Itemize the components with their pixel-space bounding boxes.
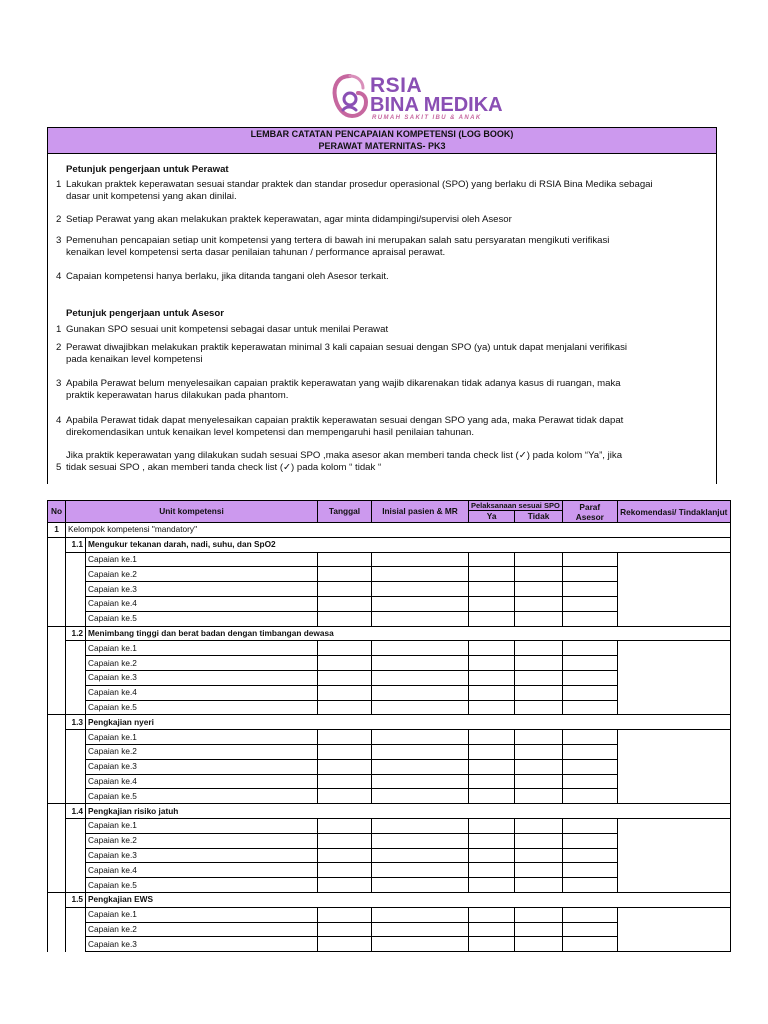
capaian-label: Capaian ke.1 <box>86 907 318 922</box>
perawat-instruction-2: 2 Setiap Perawat yang akan melakukan praktek keperawatan, agar minta didampingi/supervisi oleh Asesor <box>56 214 512 225</box>
ya-cell[interactable] <box>469 582 515 597</box>
row-blank <box>48 700 66 715</box>
row-blank <box>48 730 66 745</box>
inisial-cell[interactable] <box>372 582 469 597</box>
capaian-label: Capaian ke.4 <box>86 863 318 878</box>
ya-cell[interactable] <box>469 937 515 952</box>
tanggal-cell[interactable] <box>318 596 372 611</box>
ya-cell[interactable] <box>469 656 515 671</box>
ya-cell[interactable] <box>469 818 515 833</box>
row-blank <box>66 789 86 804</box>
inisial-cell[interactable] <box>372 670 469 685</box>
tanggal-cell[interactable] <box>318 922 372 937</box>
paraf-cell[interactable] <box>562 656 617 671</box>
row-blank <box>48 744 66 759</box>
unit-title: Pengkajian EWS <box>86 892 731 907</box>
tanggal-cell[interactable] <box>318 907 372 922</box>
row-blank <box>66 833 86 848</box>
ya-cell[interactable] <box>469 848 515 863</box>
row-blank <box>66 582 86 597</box>
competency-table-body <box>48 523 731 952</box>
col-header-tidak: Tidak <box>515 511 563 523</box>
tidak-cell[interactable] <box>515 582 563 597</box>
capaian-label: Capaian ke.3 <box>86 848 318 863</box>
row-blank <box>66 848 86 863</box>
row-blank <box>48 892 66 907</box>
paraf-cell[interactable] <box>562 552 617 567</box>
row-blank <box>66 937 86 952</box>
logo-line2: BINA MEDIKA <box>370 94 503 116</box>
table-row <box>48 641 731 656</box>
paraf-cell[interactable] <box>562 774 617 789</box>
capaian-label: Capaian ke.5 <box>86 611 318 626</box>
unit-row <box>48 892 731 907</box>
col-header-tanggal: Tanggal <box>318 501 372 523</box>
col-header-no: No <box>48 501 66 523</box>
tidak-cell[interactable] <box>515 700 563 715</box>
tidak-cell[interactable] <box>515 730 563 745</box>
inisial-cell[interactable] <box>372 848 469 863</box>
tidak-cell[interactable] <box>515 937 563 952</box>
asesor-instruction-2: 2 Perawat diwajibkan melakukan praktik keperawatan minimal 3 kali capaian sesuai dengan SPO (ya) untuk dapat menjalani verifikasi pada kenaikan level kompetensi <box>56 342 627 365</box>
paraf-cell[interactable] <box>562 818 617 833</box>
paraf-cell[interactable] <box>562 611 617 626</box>
capaian-label: Capaian ke.2 <box>86 744 318 759</box>
group-number: 1 <box>48 523 66 538</box>
row-blank <box>48 818 66 833</box>
capaian-label: Capaian ke.3 <box>86 759 318 774</box>
inisial-cell[interactable] <box>372 759 469 774</box>
asesor-instruction-1: 1 Gunakan SPO sesuai unit kompetensi sebagai dasar untuk menilai Perawat <box>56 324 389 335</box>
paraf-cell[interactable] <box>562 922 617 937</box>
paraf-cell[interactable] <box>562 848 617 863</box>
row-blank <box>48 848 66 863</box>
capaian-label: Capaian ke.5 <box>86 700 318 715</box>
rekomendasi-cell[interactable] <box>617 552 730 626</box>
row-blank <box>48 611 66 626</box>
col-header-pelaksanaan: Pelaksanaan sesuai SPO <box>469 501 563 511</box>
ya-cell[interactable] <box>469 611 515 626</box>
row-blank <box>48 537 66 552</box>
tanggal-cell[interactable] <box>318 774 372 789</box>
table-row <box>48 907 731 922</box>
capaian-label: Capaian ke.2 <box>86 567 318 582</box>
row-blank <box>48 656 66 671</box>
asesor-instruction-3: 3 Apabila Perawat belum menyelesaikan capaian praktik keperawatan yang wajib dikarenakan tidak adanya kasus di ruangan, maka praktik keperawatan harus dilakukan pada phantom. <box>56 378 621 401</box>
row-blank <box>48 641 66 656</box>
col-header-rekomendasi: Rekomendasi/ Tindaklanjut <box>617 501 730 523</box>
row-blank <box>48 922 66 937</box>
inisial-cell[interactable] <box>372 552 469 567</box>
row-blank <box>66 567 86 582</box>
ya-cell[interactable] <box>469 922 515 937</box>
capaian-label: Capaian ke.1 <box>86 552 318 567</box>
tanggal-cell[interactable] <box>318 641 372 656</box>
capaian-label: Capaian ke.2 <box>86 922 318 937</box>
tidak-cell[interactable] <box>515 552 563 567</box>
tidak-cell[interactable] <box>515 759 563 774</box>
capaian-label: Capaian ke.4 <box>86 596 318 611</box>
tidak-cell[interactable] <box>515 848 563 863</box>
logo-line1: RSIA <box>370 74 423 97</box>
capaian-label: Capaian ke.5 <box>86 789 318 804</box>
perawat-instruction-1: 1 Lakukan praktek keperawatan sesuai standar praktek dan standar prosedur operasional (SPO) yang berlaku di RSIA Bina Medika sebagai dasar unit kompetensi yang akan dinilai. <box>56 179 653 202</box>
capaian-label: Capaian ke.2 <box>86 833 318 848</box>
table-row <box>48 552 731 567</box>
row-blank <box>48 715 66 730</box>
inisial-cell[interactable] <box>372 596 469 611</box>
tidak-cell[interactable] <box>515 922 563 937</box>
row-blank <box>66 552 86 567</box>
ya-cell[interactable] <box>469 878 515 893</box>
asesor-instruction-5: 5 Jika praktik keperawatan yang dilakukan sudah sesuai SPO ,maka asesor akan memberi tanda check list (✓) pada kolom “Ya”, jika tidak sesuai SPO , akan memberi tanda check list (✓) pada kolom “ tidak “ <box>56 450 623 473</box>
row-blank <box>48 789 66 804</box>
tidak-cell[interactable] <box>515 596 563 611</box>
ya-cell[interactable] <box>469 863 515 878</box>
row-blank <box>66 641 86 656</box>
col-header-paraf: Paraf Asesor <box>562 501 617 523</box>
unit-number: 1.4 <box>66 804 86 819</box>
inisial-cell[interactable] <box>372 641 469 656</box>
unit-number: 1.5 <box>66 892 86 907</box>
paraf-cell[interactable] <box>562 937 617 952</box>
capaian-label: Capaian ke.1 <box>86 818 318 833</box>
rekomendasi-cell[interactable] <box>617 730 730 804</box>
row-blank <box>48 670 66 685</box>
paraf-cell[interactable] <box>562 596 617 611</box>
rekomendasi-cell[interactable] <box>617 818 730 892</box>
row-blank <box>66 818 86 833</box>
row-blank <box>48 774 66 789</box>
tidak-cell[interactable] <box>515 833 563 848</box>
ya-cell[interactable] <box>469 670 515 685</box>
unit-number: 1.3 <box>66 715 86 730</box>
ya-cell[interactable] <box>469 833 515 848</box>
paraf-cell[interactable] <box>562 759 617 774</box>
table-row <box>48 818 731 833</box>
row-blank <box>48 833 66 848</box>
ya-cell[interactable] <box>469 567 515 582</box>
row-blank <box>48 582 66 597</box>
row-blank <box>48 759 66 774</box>
tanggal-cell[interactable] <box>318 789 372 804</box>
ya-cell[interactable] <box>469 641 515 656</box>
tanggal-cell[interactable] <box>318 582 372 597</box>
inisial-cell[interactable] <box>372 567 469 582</box>
row-blank <box>66 878 86 893</box>
row-blank <box>48 596 66 611</box>
tidak-cell[interactable] <box>515 656 563 671</box>
inisial-cell[interactable] <box>372 818 469 833</box>
paraf-cell[interactable] <box>562 685 617 700</box>
col-header-inisial: Inisial pasien & MR <box>372 501 469 523</box>
tidak-cell[interactable] <box>515 774 563 789</box>
tanggal-cell[interactable] <box>318 611 372 626</box>
document-header <box>47 127 717 154</box>
capaian-label: Capaian ke.1 <box>86 730 318 745</box>
unit-title: Pengkajian risiko jatuh <box>86 804 731 819</box>
inisial-cell[interactable] <box>372 730 469 745</box>
tanggal-cell[interactable] <box>318 552 372 567</box>
ya-cell[interactable] <box>469 774 515 789</box>
hospital-logo <box>330 72 503 124</box>
right-frame-line <box>716 154 717 484</box>
col-header-ya: Ya <box>469 511 515 523</box>
tanggal-cell[interactable] <box>318 759 372 774</box>
tanggal-cell[interactable] <box>318 937 372 952</box>
inisial-cell[interactable] <box>372 863 469 878</box>
paraf-cell[interactable] <box>562 878 617 893</box>
rekomendasi-cell[interactable] <box>617 907 730 951</box>
inisial-cell[interactable] <box>372 656 469 671</box>
ya-cell[interactable] <box>469 907 515 922</box>
ya-cell[interactable] <box>469 759 515 774</box>
tidak-cell[interactable] <box>515 611 563 626</box>
tanggal-cell[interactable] <box>318 848 372 863</box>
perawat-section-title: Petunjuk pengerjaan untuk Perawat <box>66 164 229 175</box>
ya-cell[interactable] <box>469 552 515 567</box>
paraf-cell[interactable] <box>562 641 617 656</box>
document-subtitle: PERAWAT MATERNITAS- PK3 <box>318 141 446 151</box>
tanggal-cell[interactable] <box>318 878 372 893</box>
asesor-section-title: Petunjuk pengerjaan untuk Asesor <box>66 308 224 319</box>
row-blank <box>48 804 66 819</box>
row-blank <box>66 596 86 611</box>
ya-cell[interactable] <box>469 730 515 745</box>
tidak-cell[interactable] <box>515 670 563 685</box>
row-blank <box>66 656 86 671</box>
row-blank <box>66 670 86 685</box>
capaian-label: Capaian ke.4 <box>86 685 318 700</box>
capaian-label: Capaian ke.3 <box>86 670 318 685</box>
capaian-label: Capaian ke.4 <box>86 774 318 789</box>
row-blank <box>66 611 86 626</box>
tanggal-cell[interactable] <box>318 685 372 700</box>
tidak-cell[interactable] <box>515 567 563 582</box>
paraf-cell[interactable] <box>562 670 617 685</box>
unit-number: 1.2 <box>66 626 86 641</box>
unit-row <box>48 715 731 730</box>
row-blank <box>66 922 86 937</box>
row-blank <box>48 685 66 700</box>
row-blank <box>48 863 66 878</box>
mother-child-logo-icon <box>330 72 370 120</box>
paraf-cell[interactable] <box>562 582 617 597</box>
unit-title: Menimbang tinggi dan berat badan dengan timbangan dewasa <box>86 626 731 641</box>
tanggal-cell[interactable] <box>318 863 372 878</box>
inisial-cell[interactable] <box>372 937 469 952</box>
unit-row <box>48 804 731 819</box>
inisial-cell[interactable] <box>372 922 469 937</box>
ya-cell[interactable] <box>469 789 515 804</box>
row-blank <box>66 744 86 759</box>
inisial-cell[interactable] <box>372 685 469 700</box>
row-blank <box>48 937 66 952</box>
tidak-cell[interactable] <box>515 641 563 656</box>
paraf-cell[interactable] <box>562 833 617 848</box>
capaian-label: Capaian ke.2 <box>86 656 318 671</box>
perawat-instruction-3: 3 Pemenuhan pencapaian setiap unit kompetensi yang tertera di bawah ini merupakan salah satu persyaratan mengikuti verifikasi kenaikan level kompetensi serta dasar penilaian tahunan / performance apraisal perawat. <box>56 235 610 258</box>
row-blank <box>48 878 66 893</box>
ya-cell[interactable] <box>469 596 515 611</box>
paraf-cell[interactable] <box>562 789 617 804</box>
unit-row <box>48 626 731 641</box>
ya-cell[interactable] <box>469 685 515 700</box>
inisial-cell[interactable] <box>372 833 469 848</box>
row-blank <box>66 774 86 789</box>
paraf-cell[interactable] <box>562 744 617 759</box>
inisial-cell[interactable] <box>372 907 469 922</box>
tanggal-cell[interactable] <box>318 700 372 715</box>
tidak-cell[interactable] <box>515 818 563 833</box>
capaian-label: Capaian ke.3 <box>86 937 318 952</box>
inisial-cell[interactable] <box>372 878 469 893</box>
tidak-cell[interactable] <box>515 878 563 893</box>
paraf-cell[interactable] <box>562 907 617 922</box>
paraf-cell[interactable] <box>562 567 617 582</box>
row-blank <box>48 567 66 582</box>
inisial-cell[interactable] <box>372 789 469 804</box>
row-blank <box>66 863 86 878</box>
tanggal-cell[interactable] <box>318 670 372 685</box>
unit-number: 1.1 <box>66 537 86 552</box>
competency-table <box>47 500 731 952</box>
document-title: LEMBAR CATATAN PENCAPAIAN KOMPETENSI (LOG BOOK) <box>250 129 514 139</box>
logo-tagline: RUMAH SAKIT IBU & ANAK <box>372 115 482 121</box>
group-row <box>48 523 731 538</box>
inisial-cell[interactable] <box>372 774 469 789</box>
tanggal-cell[interactable] <box>318 656 372 671</box>
tidak-cell[interactable] <box>515 907 563 922</box>
group-label: Kelompok kompetensi "mandatory" <box>66 523 731 538</box>
asesor-instruction-4: 4 Apabila Perawat tidak dapat menyelesaikan capaian praktik keperawatan sesuai dengan SPO yang ada, maka Perawat tidak dapat direkomendasikan untuk kenaikan level kompetensi dan mempengaruhi hasil penilaian tahunan. <box>56 415 624 438</box>
table-header-row-1 <box>48 501 731 511</box>
unit-title: Mengukur tekanan darah, nadi, suhu, dan SpO2 <box>86 537 731 552</box>
inisial-cell[interactable] <box>372 744 469 759</box>
ya-cell[interactable] <box>469 744 515 759</box>
tidak-cell[interactable] <box>515 685 563 700</box>
tidak-cell[interactable] <box>515 789 563 804</box>
row-blank <box>66 907 86 922</box>
tanggal-cell[interactable] <box>318 833 372 848</box>
tanggal-cell[interactable] <box>318 818 372 833</box>
left-frame-line <box>47 154 48 484</box>
unit-title: Pengkajian nyeri <box>86 715 731 730</box>
row-blank <box>66 685 86 700</box>
tidak-cell[interactable] <box>515 863 563 878</box>
tidak-cell[interactable] <box>515 744 563 759</box>
row-blank <box>48 552 66 567</box>
unit-row <box>48 537 731 552</box>
paraf-cell[interactable] <box>562 700 617 715</box>
tanggal-cell[interactable] <box>318 567 372 582</box>
capaian-label: Capaian ke.1 <box>86 641 318 656</box>
rekomendasi-cell[interactable] <box>617 641 730 715</box>
perawat-instruction-4: 4 Capaian kompetensi hanya berlaku, jika ditanda tangani oleh Asesor terkait. <box>56 271 389 282</box>
paraf-cell[interactable] <box>562 863 617 878</box>
capaian-label: Capaian ke.3 <box>86 582 318 597</box>
tanggal-cell[interactable] <box>318 744 372 759</box>
table-row <box>48 730 731 745</box>
row-blank <box>48 626 66 641</box>
capaian-label: Capaian ke.5 <box>86 878 318 893</box>
row-blank <box>66 730 86 745</box>
tanggal-cell[interactable] <box>318 730 372 745</box>
ya-cell[interactable] <box>469 700 515 715</box>
row-blank <box>66 759 86 774</box>
paraf-cell[interactable] <box>562 730 617 745</box>
row-blank <box>48 907 66 922</box>
col-header-unit: Unit kompetensi <box>66 501 318 523</box>
row-blank <box>66 700 86 715</box>
inisial-cell[interactable] <box>372 700 469 715</box>
inisial-cell[interactable] <box>372 611 469 626</box>
